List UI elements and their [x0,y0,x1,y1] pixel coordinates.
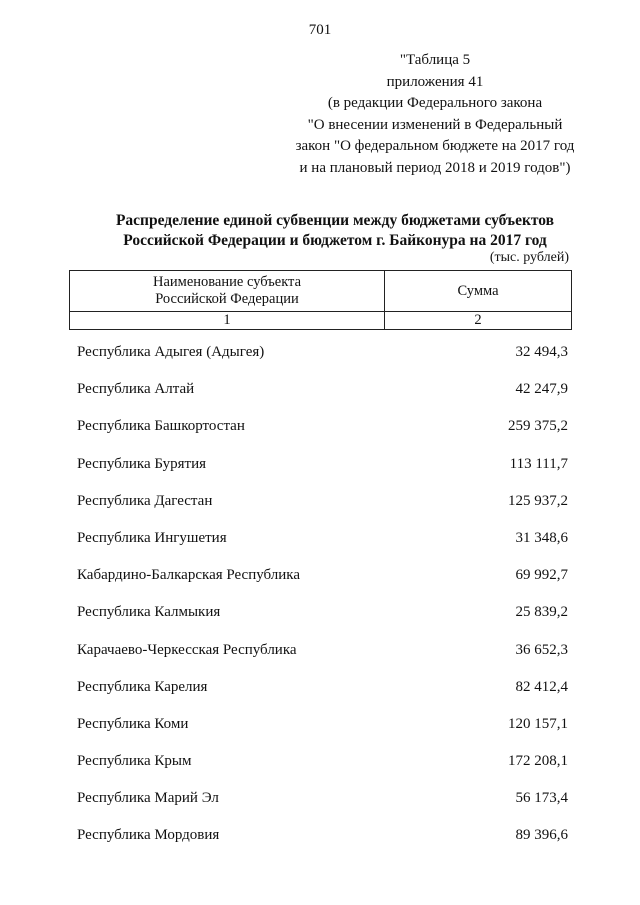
table-row [0,786,640,823]
column-header-amount: Сумма [457,282,499,299]
subject-name: Республика Дагестан [77,492,213,509]
subject-name: Республика Бурятия [77,455,207,472]
table-row [0,414,640,451]
title-line: Распределение единой субвенции между бюджетами субъектов [115,212,555,229]
subject-name: Карачаево-Черкесская Республика [77,641,297,658]
table-row [0,452,640,489]
subject-amount: 42 247,9 [515,381,568,398]
attachment-line: закон "О федеральном бюджете на 2017 год [295,138,575,154]
subject-amount: 25 839,2 [515,604,568,621]
subject-name: Республика Мордовия [77,827,220,844]
table-row [0,563,640,600]
subject-name: Республика Марий Эл [77,790,219,807]
column-header-subject-line: Наименование субъекта [152,274,302,290]
subject-name: Республика Коми [77,715,189,732]
table-row [0,340,640,377]
table-row [0,526,640,563]
table-header [69,270,572,330]
table-header-row [70,271,571,312]
subject-name: Республика Калмыкия [77,604,221,621]
table-row [0,489,640,526]
column-header-subject-line: Российской Федерации [155,291,299,307]
table-row [0,675,640,712]
subject-name: Республика Башкортостан [77,418,245,435]
table-row [0,600,640,637]
attachment-reference [270,50,600,179]
subject-amount: 120 157,1 [508,715,568,732]
subject-amount: 82 412,4 [515,678,568,695]
subject-amount: 31 348,6 [515,529,568,546]
attachment-line: "Таблица 5 [399,52,471,68]
subject-name: Республика Адыгея (Адыгея) [77,344,265,360]
column-header-subject [70,271,385,311]
attachment-line: приложения 41 [386,73,484,90]
table-body [0,340,640,861]
subject-amount: 113 111,7 [509,455,568,472]
subject-amount: 125 937,2 [508,492,568,509]
subject-name: Кабардино-Балкарская Республика [77,567,301,584]
subject-amount: 69 992,7 [515,567,568,584]
attachment-line: и на плановый период 2018 и 2019 годов") [299,159,571,176]
subject-amount: 36 652,3 [515,641,568,658]
attachment-line: (в редакции Федерального закона [327,95,543,111]
subject-amount: 32 494,3 [515,344,568,360]
subject-name: Республика Крым [77,753,192,770]
column-number-2: 2 [474,312,482,328]
table-row [0,377,640,414]
units-label: (тыс. рублей) [489,250,569,265]
table-row [0,823,640,860]
title-line: Российской Федерации и бюджетом г. Байконура на 2017 год [123,232,547,249]
column-number-1: 1 [70,312,385,329]
subject-name: Республика Карелия [77,678,208,695]
subject-amount: 259 375,2 [508,418,568,435]
table-row [0,712,640,749]
subject-name: Республика Алтай [77,381,195,398]
table-row [0,749,640,786]
subject-amount: 172 208,1 [508,753,568,770]
document-title [70,211,600,251]
subject-amount: 89 396,6 [515,827,568,844]
page-number: 701 [308,22,332,38]
attachment-line: "О внесении изменений в Федеральный [307,116,563,133]
table-column-numbers-row [70,312,571,329]
table-row [0,638,640,675]
subject-name: Республика Ингушетия [77,529,227,546]
subject-amount: 56 173,4 [515,790,568,807]
